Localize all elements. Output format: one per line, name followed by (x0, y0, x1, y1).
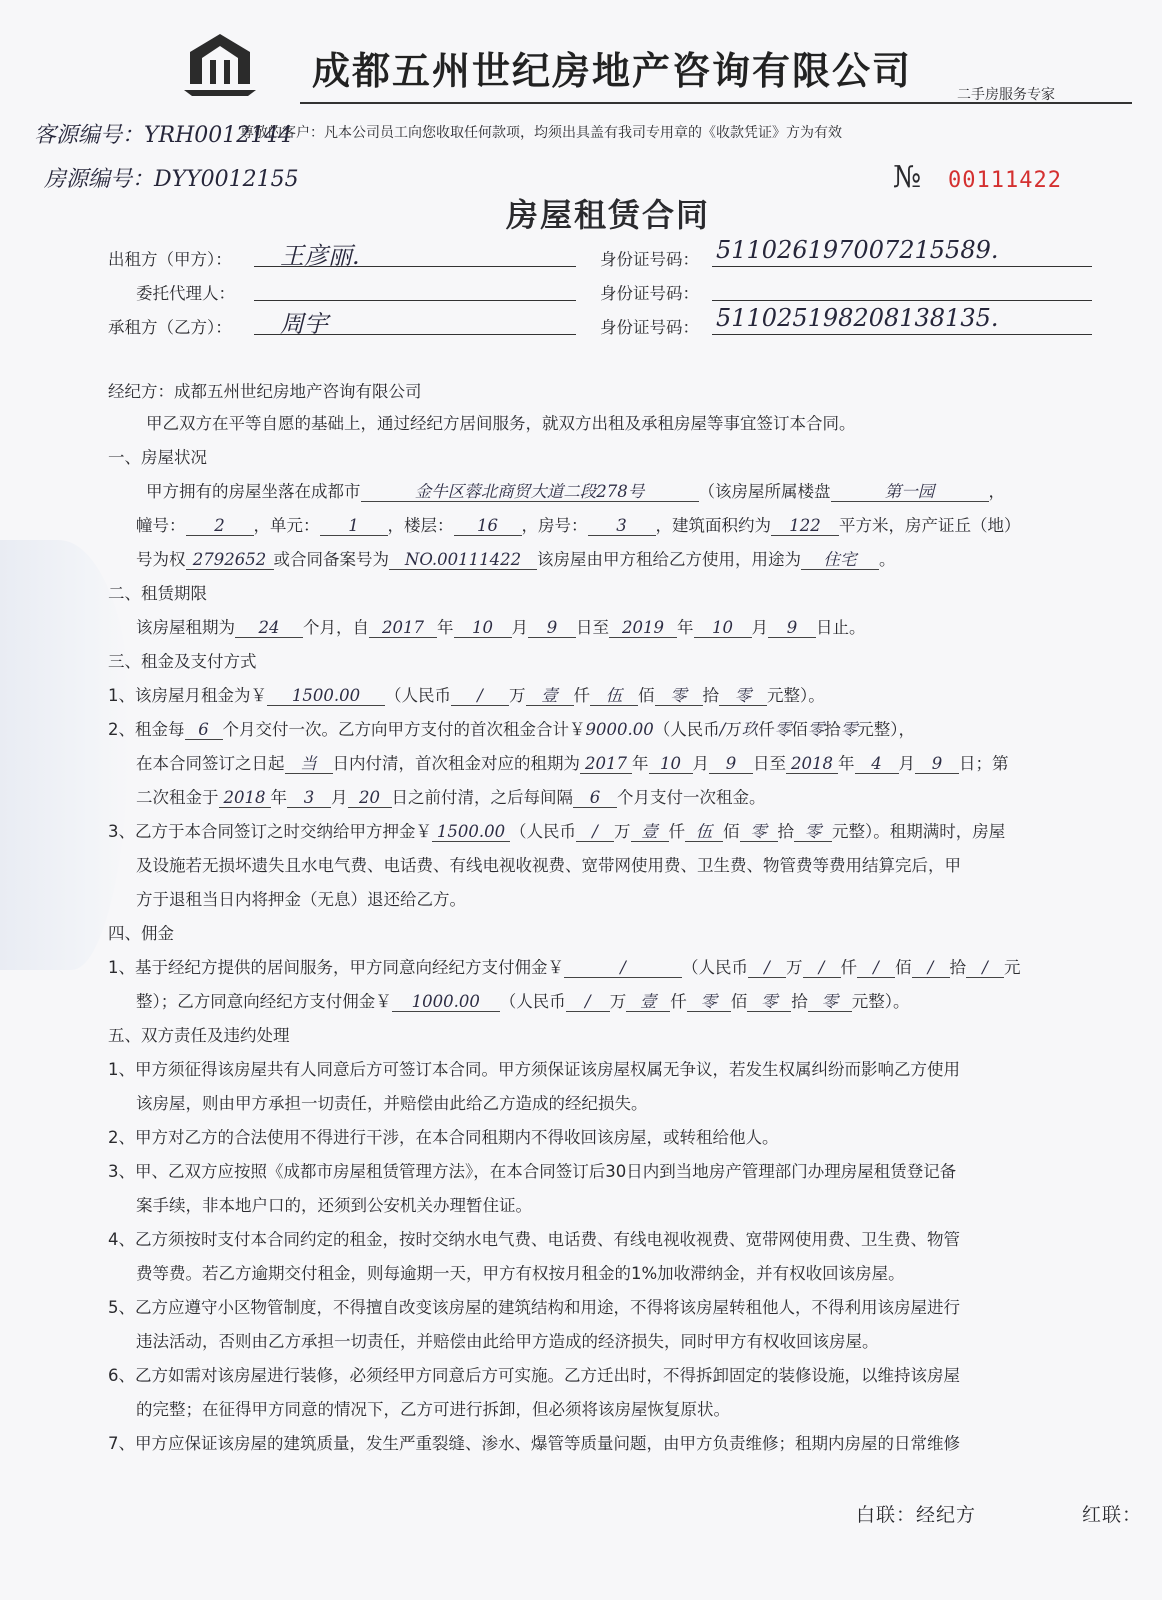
house-number-handwritten: 房源编号：DYY0012155 (44, 167, 299, 192)
intro-text: 甲乙双方在平等自愿的基础上，通过经纪方居间服务，就双方出租及承租房屋等事宜签订本合同。 (146, 414, 856, 433)
serial-number: 00111422 (948, 168, 1062, 193)
section1-line3: 号为权 2792652 或合同备案号为 NO.00111422 该房屋由甲方租给乙方使用，用途为 住宅 。 (136, 550, 896, 569)
monthly-rent: 1500.00 (267, 688, 385, 706)
rent-line: 1、该房屋月租金为￥ 1500.00 （人民币 / 万 壹 仟 伍 佰 零 拾 零 元整）。 (108, 686, 825, 705)
deposit-line: 3、乙方于本合同签订之时交纳给甲方押金￥ 1500.00 （人民币 / 万 壹 仟 伍 佰 零 拾 零 元整）。租期满时，房屋 (108, 822, 1006, 841)
clause-line: 该房屋，则由甲方承担一切责任，并赔偿由此给乙方造成的经纪损失。 (136, 1094, 648, 1113)
clause-line: 4、乙方须按时支付本合同约定的租金，按时交纳水电气费、电话费、有线电视收视费、宽带网使用费、卫生费、物管 (108, 1230, 960, 1249)
estate-name: 第一园 (831, 484, 989, 502)
floor-no: 16 (454, 518, 522, 536)
torn-paper-edge (0, 540, 130, 970)
floor-area: 122 (771, 518, 839, 536)
commission-line1: 1、基于经纪方提供的居间服务，甲方同意向经纪方支付佣金￥ / （人民币 / 万 / 仟 / 佰 / 拾 / 元 (108, 958, 1021, 977)
contract-title: 房屋租赁合同 (506, 196, 711, 234)
red-copy-label: 红联： (1082, 1504, 1143, 1526)
section4-heading: 四、佣金 (108, 924, 174, 943)
payment-line2: 在本合同签订之日起 当 日内付清，首次租金对应的租期为 2017 年 10 月 9 日至 2018 年 4 月 9 日；第 (136, 754, 1009, 773)
agent-id-label: 身份证号码： (600, 284, 699, 303)
lessee-name: 周宇 (280, 310, 328, 338)
client-number-handwritten: 客源编号：YRH0012144 (34, 123, 293, 148)
agent-id-underline (712, 300, 1092, 301)
agent-underline (254, 300, 576, 301)
section2-heading: 二、租赁期限 (108, 584, 207, 603)
clause-line: 2、甲方对乙方的合法使用不得进行干涉，在本合同租期内不得收回该房屋，或转租给他人。 (108, 1128, 779, 1147)
clause-line: 1、甲方须征得该房屋共有人同意后方可签订本合同。甲方须保证该房屋权属无争议，若发生权属纠纷而影响乙方使用 (108, 1060, 960, 1079)
payment-notice: 尊敬的客户：凡本公司员工向您收取任何款项，均须出具盖有我司专用章的《收款凭证》方为有效 (240, 125, 842, 141)
room-no: 3 (588, 518, 656, 536)
clause-line: 7、甲方应保证该房屋的建筑质量，发生严重裂缝、渗水、爆管等质量问题，由甲方负责维修；租期内房屋的日常维修 (108, 1434, 960, 1453)
lessee-id-underline (712, 334, 1092, 335)
lessor-underline (254, 266, 576, 267)
company-logo-icon (180, 30, 260, 100)
lessee-id: 511025198208138135. (716, 304, 999, 332)
clause-line: 案手续，非本地户口的，还须到公安机关办理暂住证。 (136, 1196, 532, 1215)
building-no: 2 (186, 518, 254, 536)
clause-line: 费等费。若乙方逾期交付租金，则每逾期一天，甲方有权按月租金的1%加收滞纳金，并有权收回该房屋。 (136, 1264, 905, 1283)
company-slogan: 二手房服务专家 (957, 87, 1055, 103)
clause-line: 的完整；在征得甲方同意的情况下，乙方可进行拆卸，但必须将该房屋恢复原状。 (136, 1400, 730, 1419)
number-symbol: № (893, 160, 922, 195)
payment-line3: 二次租金于 2018 年 3 月 20 日之前付清，之后每间隔 6 个月支付一次租金。 (136, 788, 766, 807)
commission-amount: 1000.00 (392, 994, 500, 1012)
usage: 住宅 (801, 552, 879, 570)
lessee-underline (254, 334, 576, 335)
lessor-name: 王彦丽. (280, 242, 360, 270)
lessee-id-label: 身份证号码： (600, 318, 699, 337)
white-copy-label: 白联：经纪方 (856, 1504, 977, 1526)
clause-line: 6、乙方如需对该房屋进行装修，必须经甲方同意后方可实施。乙方迁出时，不得拆卸固定的装修设施，以维持该房屋 (108, 1366, 960, 1385)
lease-months: 24 (235, 620, 303, 638)
lease-term-line: 该房屋租期为 24 个月，自 2017 年 10 月 9 日至 2019 年 10 月 9 日止。 (136, 618, 866, 637)
clause-line: 违法活动，否则由乙方承担一切责任，并赔偿由此给甲方造成的经济损失，同时甲方有权收回该房屋。 (136, 1332, 879, 1351)
lessor-id-label: 身份证号码： (600, 250, 699, 269)
clause-line: 3、甲、乙双方应按照《成都市房屋租赁管理方法》，在本合同签订后30日内到当地房产管理部门办理房屋租赁登记备 (108, 1162, 957, 1181)
property-address: 金牛区蓉北商贸大道二段278号 (361, 484, 699, 502)
broker-line: 经纪方：成都五州世纪房地产咨询有限公司 (108, 382, 422, 401)
lessor-id-underline (712, 266, 1092, 267)
lessor-label: 出租方（甲方）： (108, 250, 232, 269)
deposit-amount: 1500.00 (432, 824, 510, 842)
section1-line1: 甲方拥有的房屋坐落在成都市 金牛区蓉北商贸大道二段278号 （该房屋所属楼盘 第一园 ， (146, 482, 1005, 501)
commission-line2: 整）；乙方同意向经纪方支付佣金￥ 1000.00 （人民币 / 万 壹 仟 零 佰 零 拾 零 元整）。 (136, 992, 910, 1011)
payment-line1: 2、租金每 6 个月交付一次。乙方向甲方支付的首次租金合计￥9000.00（人民币/万玖仟零佰零拾零元整）， (108, 720, 916, 739)
section1-line2: 幢号： 2 ，单元： 1 ，楼层： 16 ，房号： 3 ，建筑面积约为 122 平方米，房产证丘（地） (136, 516, 1021, 535)
agent-label: 委托代理人： (136, 284, 235, 303)
section1-heading: 一、房屋状况 (108, 448, 207, 467)
section3-heading: 三、租金及支付方式 (108, 652, 257, 671)
cert-no: 2792652 (186, 552, 274, 570)
clause-line: 5、乙方应遵守小区物管制度，不得擅自改变该房屋的建筑结构和用途，不得将该房屋转租他人，不得利用该房屋进行 (108, 1298, 960, 1317)
filing-no: NO.00111422 (389, 552, 537, 570)
unit-no: 1 (320, 518, 388, 536)
deposit-line2: 及设施若无损坏遗失且水电气费、电话费、有线电视收视费、宽带网使用费、卫生费、物管费等费用结算完后，甲 (136, 856, 961, 875)
deposit-line3: 方于退租当日内将押金（无息）退还给乙方。 (136, 890, 466, 909)
lessor-id: 511026197007215589. (716, 236, 999, 264)
lessee-label: 承租方（乙方）： (108, 318, 232, 337)
section5-heading: 五、双方责任及违约处理 (108, 1026, 290, 1045)
company-name: 成都五州世纪房地产咨询有限公司 (312, 49, 913, 93)
